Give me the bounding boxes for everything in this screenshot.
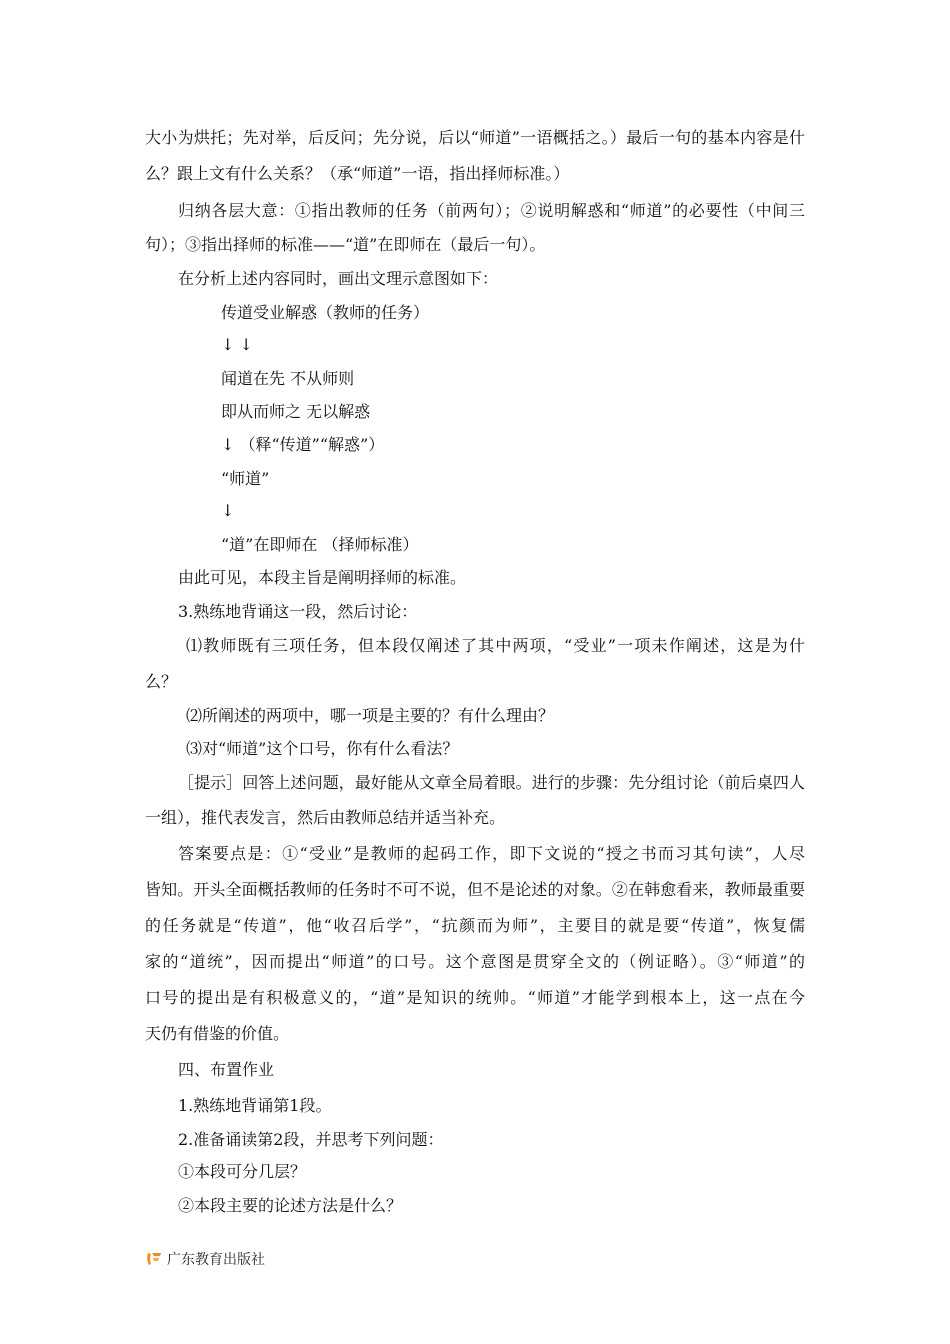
text-line: 天仍有借鉴的价值。 bbox=[145, 1024, 290, 1043]
text-line: 口号的提出是有积极意义的，“道”是知识的统帅。“师道”才能学到根本上，这一点在今 bbox=[145, 988, 805, 1007]
text-line: ⑵所阐述的两项中，哪一项是主要的？有什么理由？ bbox=[186, 706, 555, 725]
text-line: 2.准备诵读第2段，并思考下列问题： bbox=[178, 1130, 444, 1149]
diagram-line: 传道受业解惑（教师的任务） bbox=[221, 303, 430, 322]
text-line: ⑶对“师道”这个口号，你有什么看法？ bbox=[186, 739, 459, 758]
text-line: 1.熟练地背诵第1段。 bbox=[178, 1096, 332, 1115]
diagram-arrows: ↓ ↓ bbox=[221, 335, 253, 354]
section-heading: 四、布置作业 bbox=[178, 1060, 275, 1079]
text-line: 大小为烘托；先对举，后反问；先分说，后以“师道”一语概括之。）最后一句的基本内容是什 bbox=[145, 128, 805, 147]
diagram-line: “道”在即师在 （择师标准） bbox=[221, 535, 419, 554]
diagram-line: 闻道在先 不从师则 bbox=[221, 369, 355, 388]
text-line: ⑴教师既有三项任务，但本段仅阐述了其中两项，“受业”一项未作阐述，这是为什 bbox=[186, 636, 805, 655]
diagram-line: “师道” bbox=[221, 469, 270, 488]
publisher-logo-icon bbox=[145, 1251, 163, 1267]
text-line: 在分析上述内容同时，画出文理示意图如下： bbox=[178, 269, 499, 288]
diagram-arrow: ↓ bbox=[221, 501, 235, 520]
text-line: 一组），推代表发言，然后由教师总结并适当补充。 bbox=[145, 808, 506, 827]
text-line: ［提示］回答上述问题，最好能从文章全局着眼。进行的步骤：先分组讨论（前后桌四人 bbox=[178, 773, 805, 792]
text-line: 答案要点是：①“受业”是教师的起码工作，即下文说的“授之书而习其句读”，人尽 bbox=[178, 844, 805, 863]
text-line: 由此可见，本段主旨是阐明择师的标准。 bbox=[178, 568, 467, 587]
text-line: 么？跟上文有什么关系？（承“师道”一语，指出择师标准。） bbox=[145, 164, 570, 183]
text-line: 么？ bbox=[145, 672, 178, 691]
text-line: ①本段可分几层？ bbox=[178, 1162, 307, 1181]
text-line: 皆知。开头全面概括教师的任务时不可不说，但不是论述的对象。②在韩愈看来，教师最重要 bbox=[145, 880, 805, 899]
text-line: 归纳各层大意：①指出教师的任务（前两句）；②说明解惑和“师道”的必要性（中间三 bbox=[178, 201, 805, 220]
text-line: 句）；③指出择师的标准——“道”在即师在（最后一句）。 bbox=[145, 235, 546, 254]
text-line: ②本段主要的论述方法是什么？ bbox=[178, 1196, 403, 1215]
diagram-line: 即从而师之 无以解惑 bbox=[221, 402, 371, 421]
page-footer bbox=[145, 1248, 265, 1270]
text-line: 家的“道统”，因而提出“师道”的口号。这个意图是贯穿全文的（例证略）。③“师道”的 bbox=[145, 952, 805, 971]
diagram-line: ↓ （释“传道”“解惑”） bbox=[221, 435, 385, 454]
text-line: 3.熟练地背诵这一段，然后讨论： bbox=[178, 602, 418, 621]
publisher-name: 广东教育出版社 bbox=[167, 1252, 265, 1268]
text-line: 的任务就是“传道”，他“收召后学”，“抗颜而为师”，主要目的就是要“传道”，恢复儒 bbox=[145, 916, 805, 935]
